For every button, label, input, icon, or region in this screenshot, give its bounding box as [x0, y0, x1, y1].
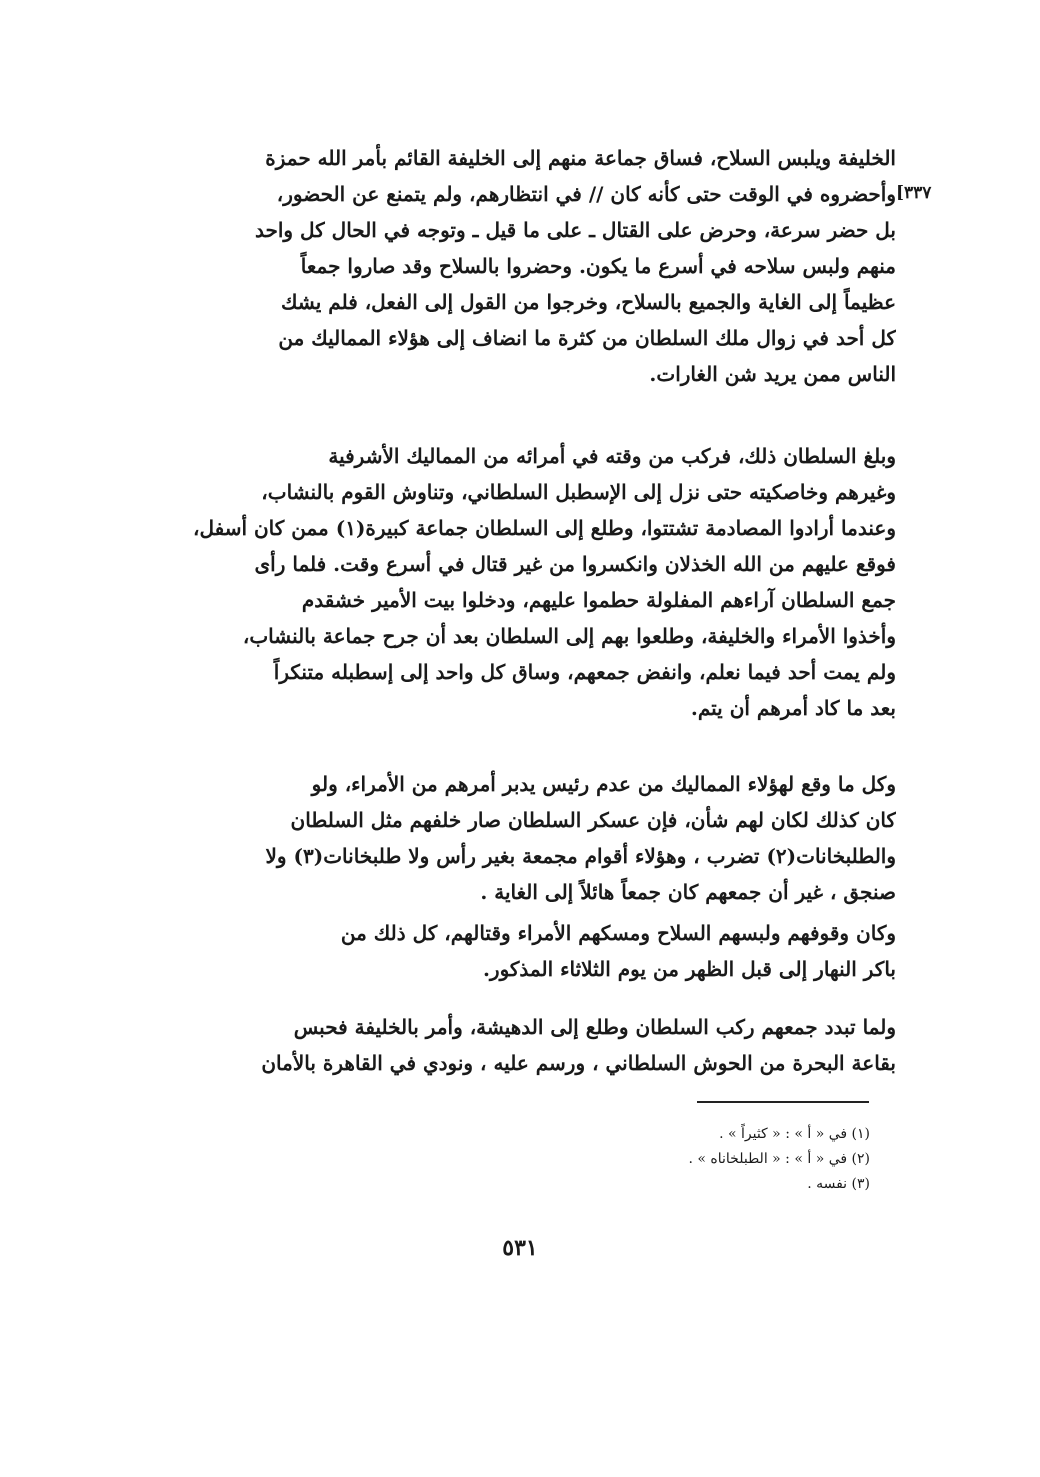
text-line: وبلغ السلطان ذلك، فركب من وقته في أمرائه من المماليك الأشرفية — [328, 444, 896, 468]
text-line: وكان وقوفهم ولبسهم السلاح ومسكهم الأمراء وقتالهم، كل ذلك من — [340, 921, 896, 945]
text-line: والطلبخانات(٢) تضرب ، وهؤلاء أقوام مجمعة بغير رأس ولا طلبخانات(٣) ولا — [265, 844, 896, 868]
paragraph-3 — [170, 766, 896, 910]
text-line: ولما تبدد جمعهم ركب السلطان وطلع إلى الدهيشة، وأمر بالخليفة فحبس — [293, 1015, 896, 1039]
text-line: كل أحد في زوال ملك السلطان من كثرة ما انضاف إلى هؤلاء المماليك من — [278, 326, 896, 350]
text-line: بعد ما كاد أمرهم أن يتم. — [690, 696, 896, 720]
footnote: (٣) نفسه . — [807, 1176, 870, 1192]
text-line: وغيرهم وخاصكيته حتى نزل إلى الإسطبل السلطاني، وتناوش القوم بالنشاب، — [261, 480, 896, 504]
footnote: (٢) في « أ » : « الطبلخاناه » . — [688, 1151, 870, 1167]
text-line: وأخذوا الأمراء والخليفة، وطلعوا بهم إلى السلطان بعد أن جرح جماعة بالنشاب، — [242, 624, 896, 648]
text-line: فوقع عليهم من الله الخذلان وانكسروا من غير قتال في أسرع وقت. فلما رأى — [254, 552, 896, 576]
footnote: (١) في « أ » : « كثيراً » . — [719, 1126, 870, 1142]
text-line: جمع السلطان آراءهم المفلولة حطموا عليهم، ودخلوا بيت الأمير خشقدم — [301, 588, 896, 612]
text-line: بل حضر سرعة، وحرض على القتال ـ على ما قيل ـ وتوجه في الحال كل واحد — [255, 218, 896, 242]
paragraph-5 — [170, 1009, 896, 1081]
text-line: بقاعة البحرة من الحوش السلطاني ، ورسم عليه ، ونودي في القاهرة بالأمان — [261, 1051, 896, 1075]
text-line: وأحضروه في الوقت حتى كأنه كان // في انتظارهم، ولم يتمنع عن الحضور، — [276, 182, 896, 206]
paragraph-2 — [170, 438, 896, 726]
text-line: وعندما أرادوا المصادمة تشتتوا، وطلع إلى السلطان جماعة كبيرة(١) ممن كان أسفل، — [193, 516, 896, 540]
text-line: منهم ولبس سلاحه في أسرع ما يكون. وحضروا بالسلاح وقد صاروا جمعاً — [300, 254, 896, 278]
paragraph-4 — [170, 915, 896, 987]
text-line: باكر النهار إلى قبل الظهر من يوم الثلاثاء المذكور. — [482, 957, 896, 981]
text-line: الخليفة ويلبس السلاح، فساق جماعة منهم إلى الخليفة القائم بأمر الله حمزة — [265, 146, 896, 170]
footnote-divider — [697, 1101, 869, 1103]
text-line: صنجق ، غير أن جمعهم كان جمعاً هائلاً إلى الغاية . — [480, 880, 896, 904]
marginal-folio-note: [٣٣٧ — [896, 183, 932, 203]
page-number: ٥٣١ — [502, 1235, 538, 1261]
text-line: كان كذلك لكان لهم شأن، فإن عسكر السلطان صار خلفهم مثل السلطان — [290, 808, 896, 832]
text-line: وكل ما وقع لهؤلاء المماليك من عدم رئيس يدبر أمرهم من الأمراء، ولو — [311, 772, 896, 796]
text-line: الناس ممن يريد شن الغارات. — [649, 362, 896, 386]
text-line: ولم يمت أحد فيما نعلم، وانفض جمعهم، وساق كل واحد إلى إسطبله متنكراً — [273, 660, 896, 684]
footnotes — [500, 1122, 870, 1197]
paragraph-1 — [170, 140, 896, 392]
text-line: عظيماً إلى الغاية والجميع بالسلاح، وخرجوا من القول إلى الفعل، فلم يشك — [281, 290, 896, 314]
